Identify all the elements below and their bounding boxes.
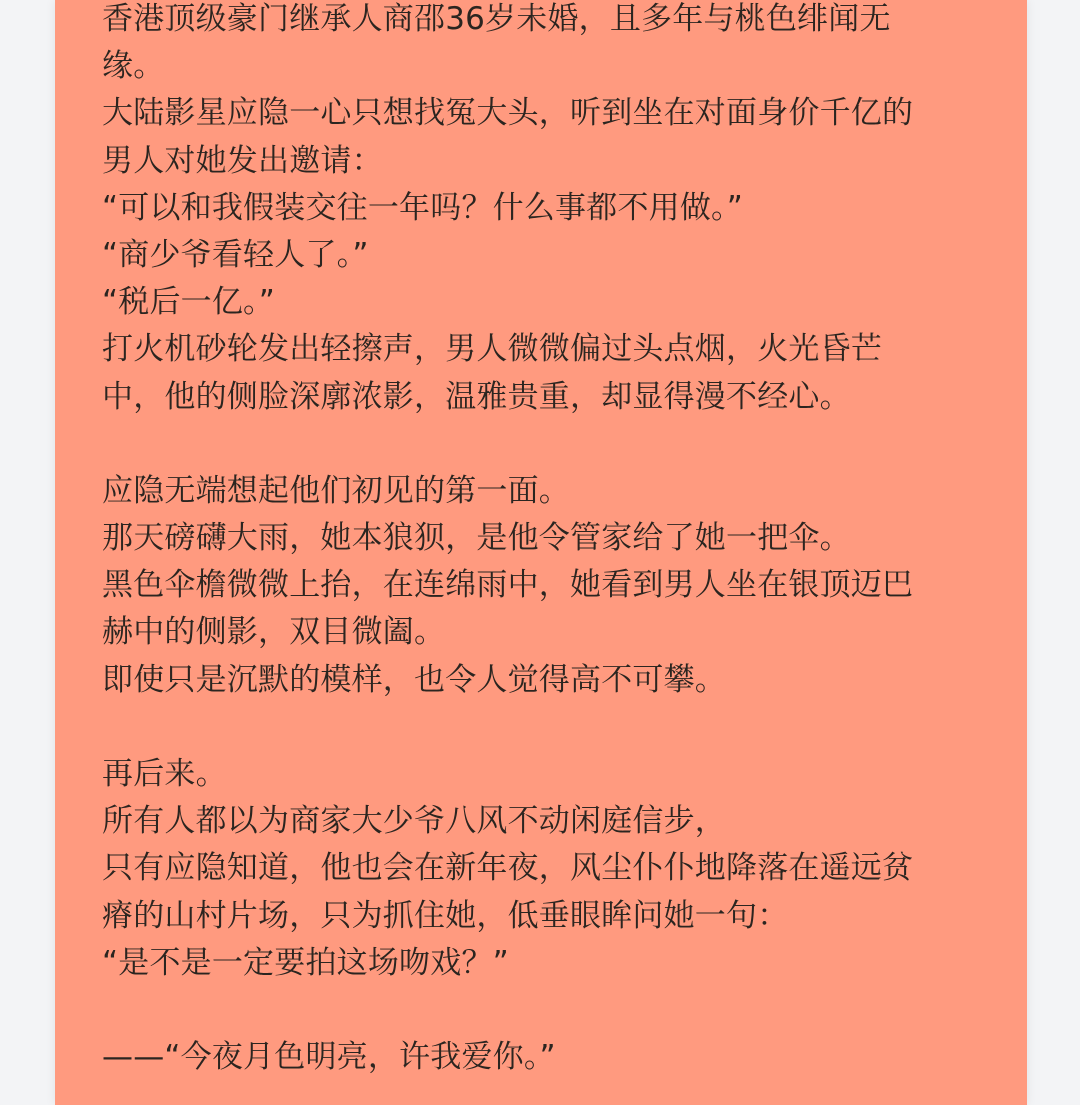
text-line: 赫中的侧影，双目微阖。 (102, 614, 446, 651)
quote-line: “商少爷看轻人了。” (102, 236, 369, 273)
text-line: 中，他的侧脸深廓浓影，温雅贵重，却显得漫不经心。 (102, 378, 851, 415)
text-line: 只有应隐知道，他也会在新年夜，风尘仆仆地降落在遥远贫 (102, 850, 914, 887)
text-line: 应隐无端想起他们初见的第一面。 (102, 472, 570, 509)
paragraph-spacer (102, 704, 997, 751)
text-line: 大陆影星应隐一心只想找冤大头，听到坐在对面身价千亿的 (102, 95, 914, 132)
text-card (55, 0, 1027, 1105)
paragraph-spacer (102, 987, 997, 1034)
text-line: 缘。 (102, 48, 165, 85)
text-line: 再后来。 (102, 756, 227, 792)
text-line: 那天磅礴大雨，她本狼狈，是他令管家给了她一把伞。 (102, 520, 851, 557)
quote-line: “税后一亿。” (102, 284, 276, 321)
quote-line: “是不是一定要拍这场吻戏？” (102, 944, 509, 981)
text-line: 香港顶级豪门继承人商邵36岁未婚，且多年与桃色绯闻无 (102, 1, 891, 37)
text-line: 黑色伞檐微微上抬，在连绵雨中，她看到男人坐在银顶迈巴 (102, 567, 914, 604)
paragraph-spacer (102, 421, 997, 468)
text-line: 所有人都以为商家大少爷八风不动闲庭信步， (102, 803, 726, 840)
quote-line: “可以和我假装交往一年吗？什么事都不用做。” (102, 189, 744, 226)
text-line: 瘠的山村片场，只为抓住她，低垂眼眸问她一句： (102, 897, 789, 934)
closing-line: ——“今夜月色明亮，许我爱你。” (102, 1039, 556, 1076)
text-line: 男人对她发出邀请： (102, 142, 383, 179)
synopsis-text (102, 0, 997, 1081)
text-line: 打火机砂轮发出轻擦声，男人微微偏过头点烟，火光昏芒 (102, 331, 882, 368)
text-line: 即使只是沉默的模样，也令人觉得高不可攀。 (102, 661, 726, 698)
